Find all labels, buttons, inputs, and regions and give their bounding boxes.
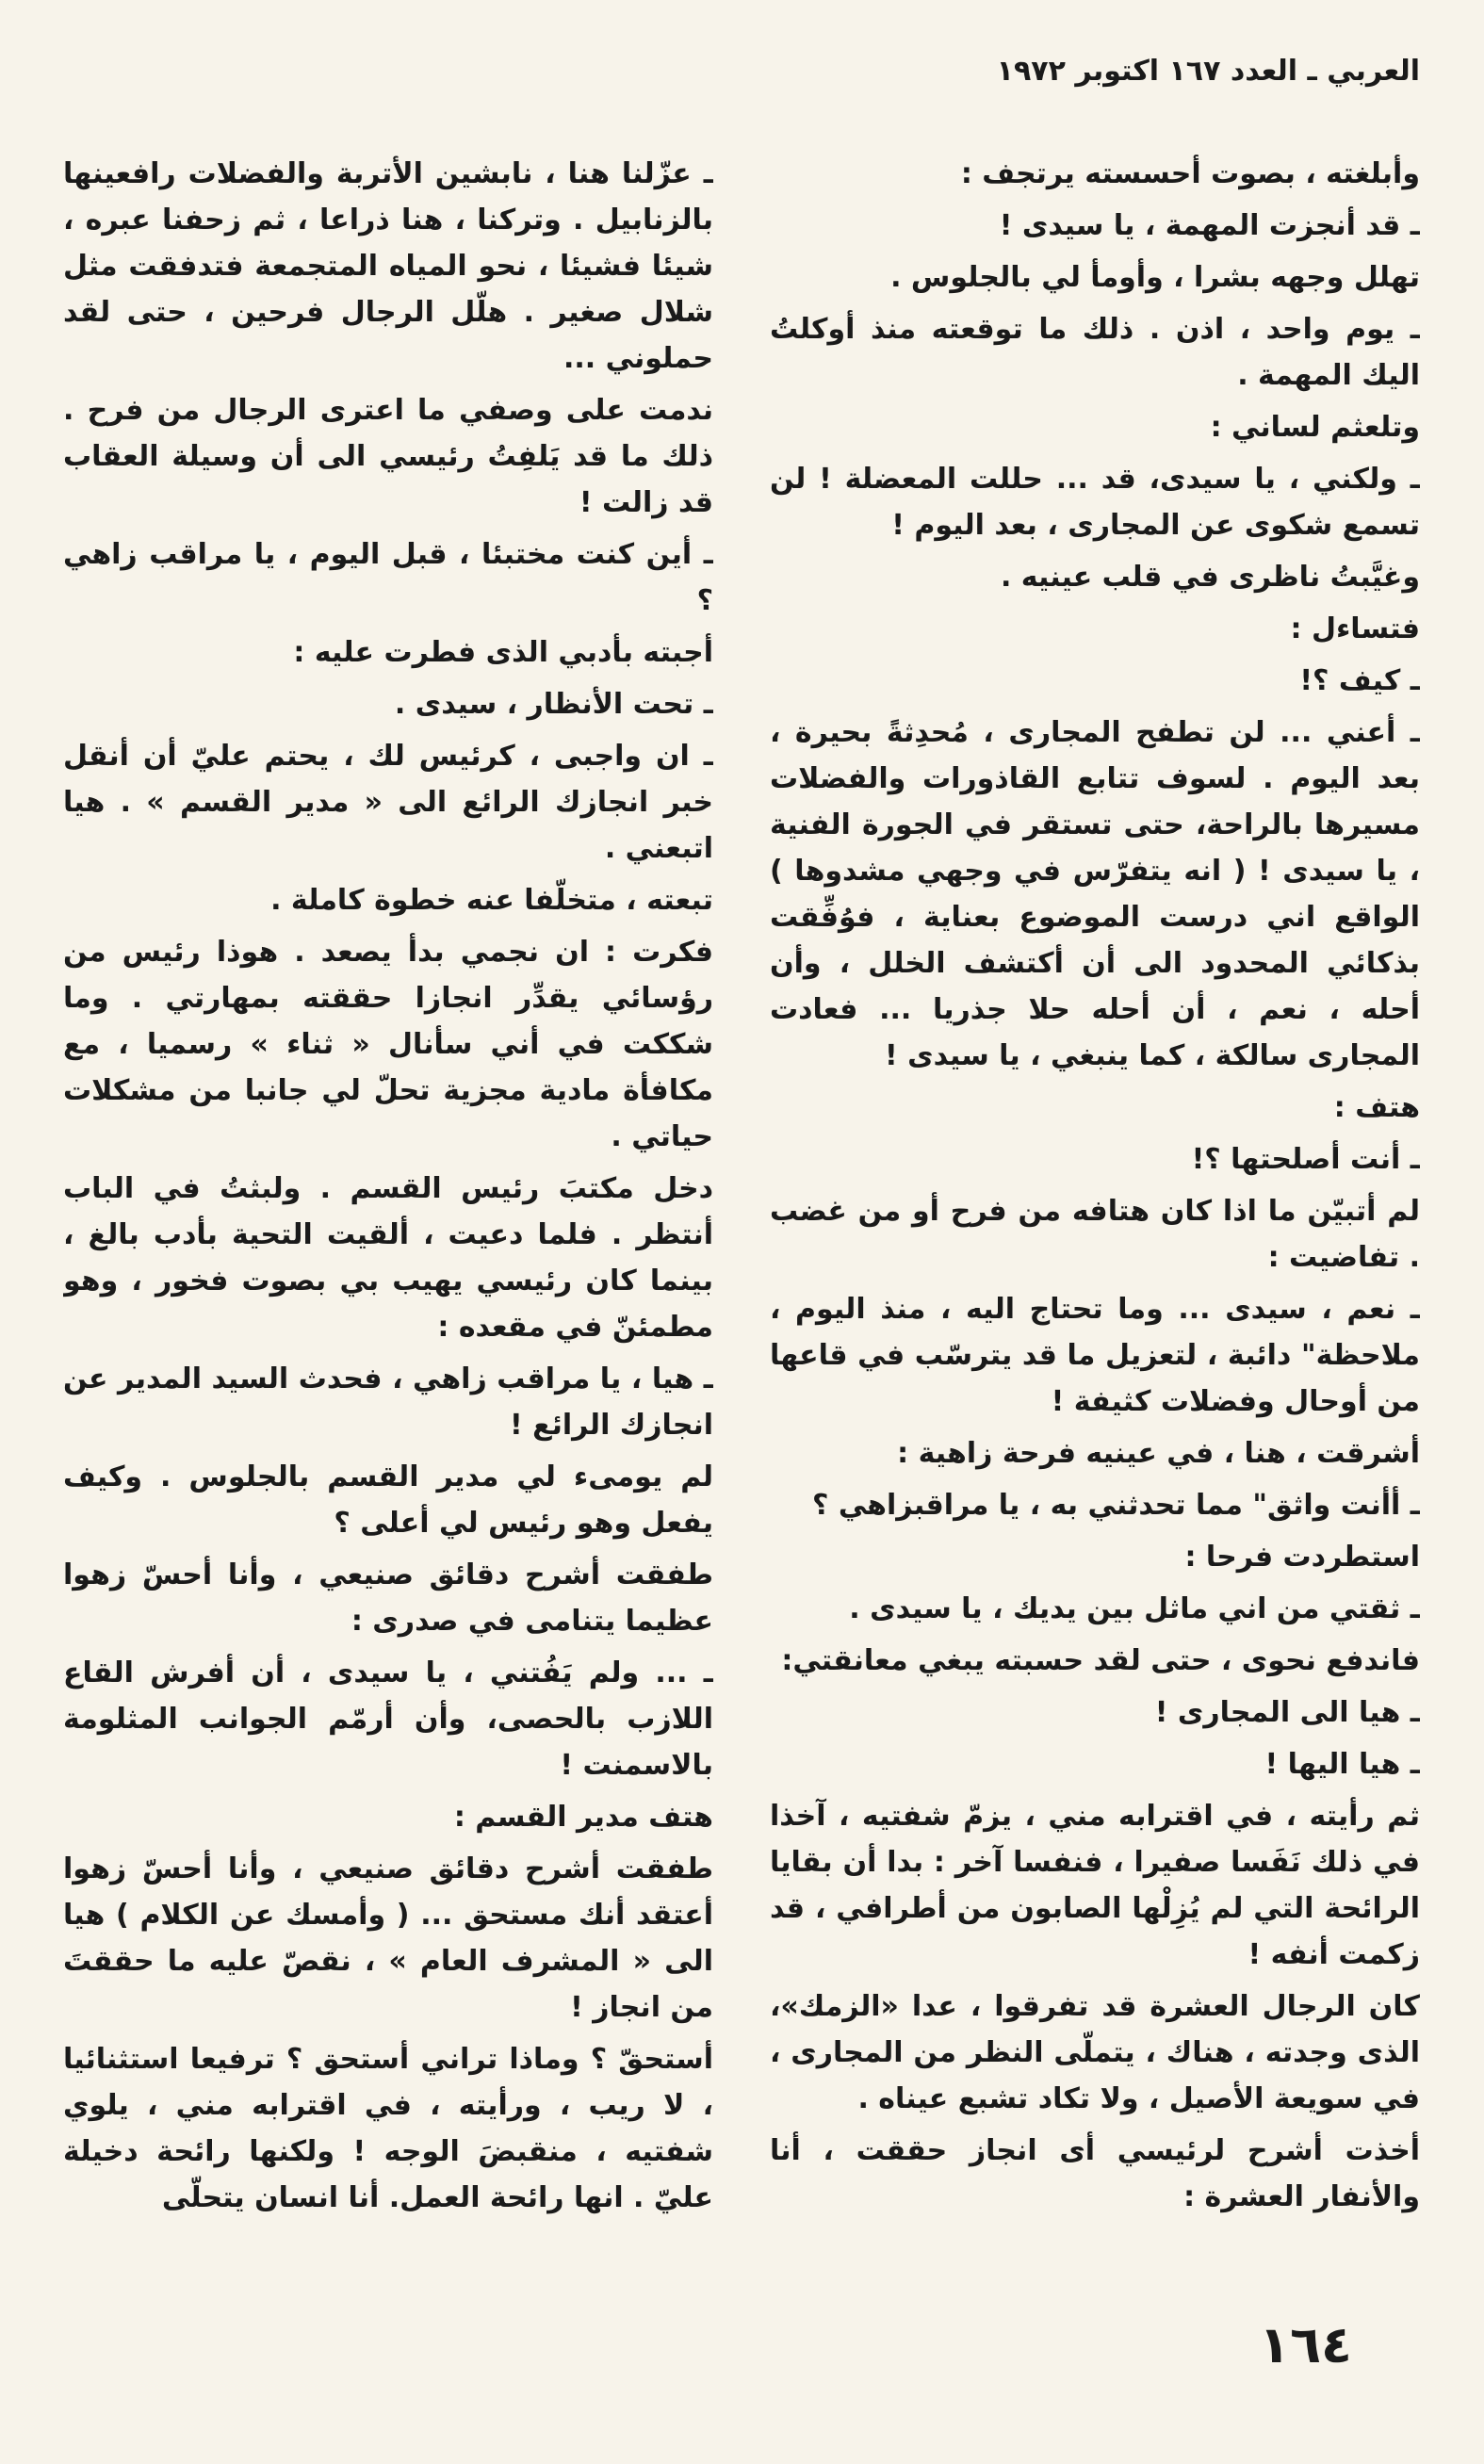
paragraph: ـ أين كنت مختبئا ، قبل اليوم ، يا مراقب زاهي ؟	[63, 538, 713, 617]
page-number: ١٦٤	[1259, 2315, 1352, 2374]
paragraph: ثم رأيته ، في اقترابه مني ، يزمّ شفتيه ، آخذا في ذلك نَفَسا صفيرا ، فنفسا آخر : بدا أن بقايا الرائحة التي لم يُزِلْها الصابون من أطرافي ، قد زكمت أنفه !	[770, 1800, 1420, 1971]
paragraph: ـ قد أنجزت المهمة ، يا سيدى !	[999, 209, 1420, 242]
paragraph: تهلل وجهه بشرا ، وأومأ لي بالجلوس .	[890, 261, 1420, 294]
paragraph: أجبته بأدبي الذى فطرت عليه :	[293, 636, 713, 669]
paragraph: هتف مدير القسم :	[453, 1801, 713, 1834]
running-head: العربي ـ العدد ١٦٧ اكتوبر ١٩٧٢	[996, 55, 1420, 88]
paragraph: ـ أنت أصلحتها ؟!	[1191, 1143, 1420, 1176]
paragraph: ـ أعني ... لن تطفح المجارى ، مُحدِثةً بحيرة ، بعد اليوم . لسوف تتابع القاذورات والفضلات مسيرها بالراحة، حتى تستقر في الجورة الفنية ، يا سيدى ! ( انه يتفرّس في وجهي مشدوها ) الواقع اني درست الموضوع بعناية ، فوُفِّقت بذكائي المحدود الى أن أكتشف الخلل ، وأن أحله ، نعم ، أن أحله حلا جذريا ... فعادت المجارى سالكة ، كما ينبغي ، يا سيدى !	[770, 716, 1420, 1072]
paragraph: ـ كيف ؟!	[1299, 664, 1420, 697]
paragraph: طفقت أشرح دقائق صنيعي ، وأنا أحسّ زهوا أعتقد أنك مستحق ... ( وأمسك عن الكلام ) هيا الى « المشرف العام » ، نقصّ عليه ما حققتَ من انجاز !	[63, 1852, 713, 2024]
paragraph: فاندفع نحوى ، حتى لقد حسبته يبغي معانقتي:	[781, 1644, 1420, 1677]
paragraph: هتف :	[1333, 1091, 1420, 1124]
paragraph: ـ أأنت واثق" مما تحدثني به ، يا مراقبزاهي ؟	[811, 1489, 1420, 1522]
paragraph: استطردت فرحا :	[1184, 1541, 1420, 1574]
paragraph: ـ ولكني ، يا سيدى، قد ... حللت المعضلة ! لن تسمع شكوى عن المجارى ، بعد اليوم !	[770, 463, 1420, 542]
paragraph: ـ عزّلنا هنا ، نابشين الأتربة والفضلات رافعينها بالزنابيل . وتركنا ، هنا ذراعا ، ثم زحفنا عبره ، شيئا فشيئا ، نحو المياه المتجمعة فتدفقت مثل شلال صغير . هلّل الرجال فرحين ، حتى لقد حملوني ...	[63, 157, 713, 375]
paragraph: ـ هيا الى المجارى !	[1154, 1696, 1420, 1729]
paragraph: ـ ... ولم يَفُتني ، يا سيدى ، أن أفرش القاع اللازب بالحصى، وأن أرمّم الجوانب المثلومة بالاسمنت !	[63, 1656, 713, 1782]
paragraph: طفقت أشرح دقائق صنيعي ، وأنا أحسّ زهوا عظيما يتنامى في صدرى :	[63, 1558, 713, 1638]
paragraph: وغيَّبتُ ناظرى في قلب عينيه .	[1000, 561, 1420, 594]
paragraph: ـ يوم واحد ، اذن . ذلك ما توقعته منذ أوكلتُ اليك المهمة .	[770, 313, 1420, 392]
paragraph: لم أتبيّن ما اذا كان هتافه من فرح أو من غضب . تفاضيت :	[770, 1195, 1420, 1274]
left-column	[63, 151, 713, 2318]
paragraph: أستحقّ ؟ وماذا تراني أستحق ؟ ترفيعا استثنائيا ، لا ريب ، ورأيته ، في اقترابه مني ، يلوي شفتيه ، منقبضَ الوجه ! ولكنها رائحة دخيلة عليّ . انها رائحة العمل. أنا انسان يتحلّى	[63, 2043, 713, 2214]
paragraph: دخل مكتبَ رئيس القسم . ولبثتُ في الباب أنتظر . فلما دعيت ، ألقيت التحية بأدب بالغ ، بينما كان رئيسي يهيب بي بصوت فخور ، وهو مطمئنّ في مقعده :	[63, 1172, 713, 1344]
paragraph: فتساءل :	[1290, 612, 1420, 645]
paragraph: ـ ان واجبى ، كرئيس لك ، يحتم عليّ أن أنقل خبر انجازك الرائع الى « مدير القسم » . هيا اتبعني .	[63, 740, 713, 865]
paragraph: ـ تحت الأنظار ، سيدى .	[394, 688, 713, 721]
paragraph: وتلعثم لساني :	[1210, 411, 1420, 444]
paragraph: كان الرجال العشرة قد تفرقوا ، عدا «الزمك»، الذى وجدته ، هناك ، يتملّى النظر من المجارى ، في سويعة الأصيل ، ولا تكاد تشبع عيناه .	[770, 1990, 1420, 2115]
paragraph: ندمت على وصفي ما اعترى الرجال من فرح . ذلك ما قد يَلفِتُ رئيسي الى أن وسيلة العقاب قد زالت !	[63, 394, 713, 519]
paragraph: أشرقت ، هنا ، في عينيه فرحة زاهية :	[897, 1437, 1420, 1470]
right-column	[770, 151, 1420, 2318]
paragraph: تبعته ، متخلّفا عنه خطوة كاملة .	[270, 884, 713, 917]
paragraph: وأبلغته ، بصوت أحسسته يرتجف :	[960, 157, 1420, 190]
paragraph: أخذت أشرح لرئيسي أى انجاز حققت ، أنا والأنفار العشرة :	[770, 2134, 1420, 2213]
paragraph: لم يومىء لي مدير القسم بالجلوس . وكيف يفعل وهو رئيس لي أعلى ؟	[63, 1460, 713, 1540]
paragraph: ـ ثقتي من اني ماثل بين يديك ، يا سيدى .	[849, 1592, 1420, 1625]
paragraph: ـ هيا ، يا مراقب زاهي ، فحدث السيد المدير عن انجازك الرائع !	[63, 1363, 713, 1442]
paragraph: ـ هيا اليها !	[1264, 1748, 1420, 1781]
paragraph: ـ نعم ، سيدى ... وما تحتاج اليه ، منذ اليوم ، ملاحظة" دائبة ، لتعزيل ما قد يترسّب في قاعها من أوحال وفضلات كثيفة !	[770, 1293, 1420, 1418]
paragraph: فكرت : ان نجمي بدأ يصعد . هوذا رئيس من رؤسائي يقدِّر انجازا حققته بمهارتي . وما شككت في أني سأنال « ثناء » رسميا ، مع مكافأة مادية مجزية تحلّ لي جانبا من مشكلات حياتي .	[63, 936, 713, 1153]
